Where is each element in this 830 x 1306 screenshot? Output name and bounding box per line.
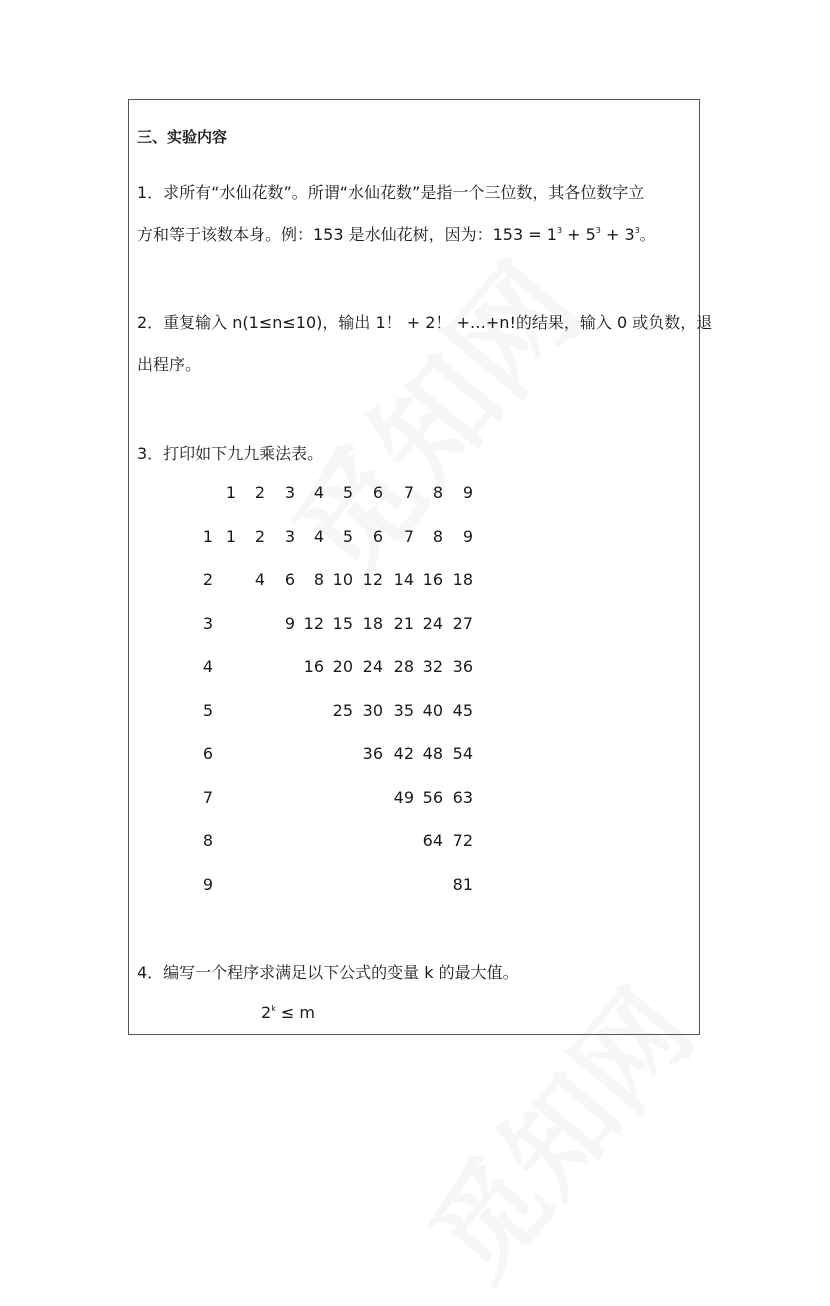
table-row-label: 6 [202,744,213,763]
table-cell: 35 [393,700,414,720]
table-header-cell: 1 [225,483,236,502]
table-cell: 8 [432,526,443,546]
table-row-label: 8 [202,831,213,850]
table-row-label: 4 [202,657,213,676]
table-cell: 21 [393,613,414,633]
table-cell: 64 [422,831,443,850]
table-cell: 10 [332,570,353,589]
table-cell: 45 [452,700,473,720]
table-cell: 25 [332,700,353,720]
table-cell: 32 [422,657,443,676]
table-row-label: 7 [202,787,213,807]
q3-title: 3．打印如下九九乘法表。 [137,444,324,463]
table-cell: 56 [422,787,443,807]
table-cell: 14 [393,570,414,589]
table-cell: 12 [303,613,324,633]
table-cell: 9 [284,613,295,633]
table-cell: 48 [422,744,443,763]
table-cell: 4 [254,570,265,589]
table-cell: 28 [393,657,414,676]
table-header-cell: 4 [313,483,324,502]
table-cell: 36 [452,657,473,676]
q4-formula: $2^k \le m$ [261,1003,315,1022]
table-cell: 40 [422,700,443,720]
q2-line2: 出程序。 [137,355,202,374]
table-header-cell: 7 [403,483,414,502]
table-cell: 15 [332,613,353,633]
table-row-label: 3 [202,613,213,633]
table-header-cell: 9 [462,483,473,502]
table-cell: 20 [332,657,353,676]
table-header-cell: 6 [372,483,383,502]
table-cell: 12 [362,570,383,589]
table-cell: 42 [393,744,414,763]
table-row-label: 9 [202,874,213,894]
table-cell: 7 [403,526,414,546]
table-cell: 16 [303,657,324,676]
section-title: 三、实验内容 [137,128,228,146]
table-cell: 36 [362,744,383,763]
table-header-cell: 5 [342,483,353,502]
table-cell: 63 [452,787,473,807]
table-cell: 18 [362,613,383,633]
table-cell: 9 [462,526,473,546]
table-cell: 30 [362,700,383,720]
table-cell: 5 [342,526,353,546]
table-cell: 81 [452,874,473,894]
table-cell: 72 [452,831,473,850]
table-header-cell: 2 [254,483,265,502]
table-header-cell: 3 [284,483,295,502]
table-cell: 24 [362,657,383,676]
content-frame [128,99,713,1035]
table-row-label: 1 [202,526,213,546]
table-cell: 18 [452,570,473,589]
table-cell: 16 [422,570,443,589]
table-row-label: 5 [202,700,213,720]
table-cell: 1 [225,526,236,546]
table-cell: 6 [284,570,295,589]
q1-line2: 方和等于该数本身。例：153 是水仙花树，因为：$153 = 1^3 + 5^3 + 3^3$。 [137,225,656,244]
table-cell: 4 [313,526,324,546]
q4-title: 4．编写一个程序求满足以下公式的变量 k 的最大值。 [137,963,519,982]
table-header-cell: 8 [432,483,443,502]
q1-line1: 1．求所有“水仙花数”。所谓“水仙花数”是指一个三位数，其各位数字立 [137,183,645,202]
q2-line1: 2．重复输入 n(1≤n≤10)，输出 1！ + 2！ +…+n!的结果，输入 0 或负数，退 [137,313,713,332]
table-cell: 2 [254,526,265,546]
table-cell: 6 [372,526,383,546]
table-row-label: 2 [202,570,213,589]
table-cell: 54 [452,744,473,763]
table-cell: 24 [422,613,443,633]
table-cell: 8 [313,570,324,589]
table-cell: 49 [393,787,414,807]
table-cell: 3 [284,526,295,546]
table-cell: 27 [452,613,473,633]
